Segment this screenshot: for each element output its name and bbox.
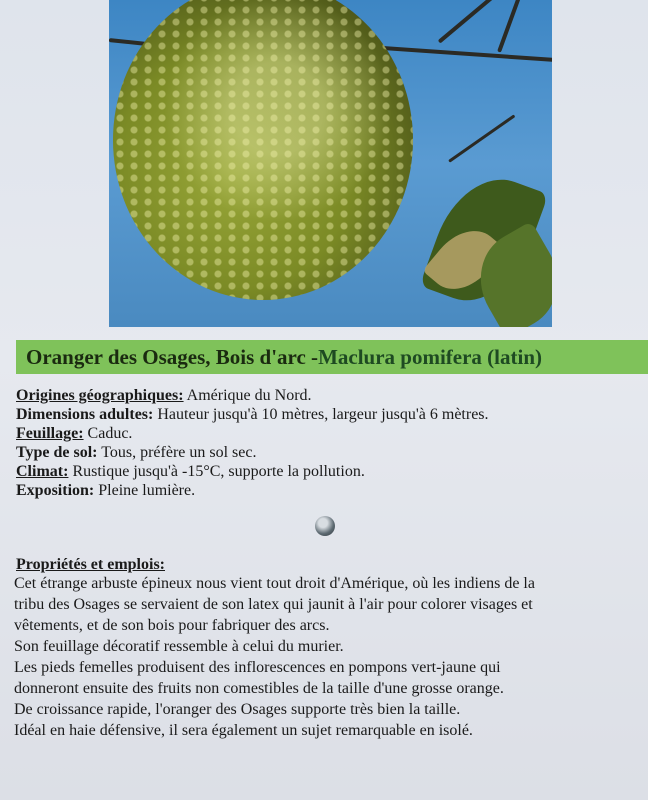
fact-value: Hauteur jusqu'à 10 mètres, largeur jusqu'à 6 mètres.	[153, 406, 489, 423]
title-band	[16, 340, 648, 374]
fact-exposure	[16, 481, 636, 500]
body-line: Les pieds femelles produisent des inflorescences en pompons vert-jaune qui	[14, 659, 501, 676]
common-name: Oranger des Osages, Bois d'arc -	[26, 344, 319, 369]
fact-label: Type de sol:	[16, 444, 98, 461]
facts-list	[16, 386, 636, 500]
section-body	[14, 573, 644, 741]
fact-label: Climat:	[16, 463, 69, 480]
fact-value: Pleine lumière.	[94, 482, 196, 499]
fact-climate	[16, 462, 636, 481]
fact-label: Feuillage:	[16, 425, 84, 442]
fact-origin	[16, 386, 636, 405]
fact-label: Exposition:	[16, 482, 95, 499]
fact-label: Dimensions adultes:	[16, 406, 154, 423]
fact-value: Amérique du Nord.	[183, 387, 312, 404]
body-line: De croissance rapide, l'oranger des Osages supporte très bien la taille.	[14, 701, 461, 718]
branch	[497, 0, 521, 53]
branch	[369, 45, 552, 62]
fruit-texture	[113, 0, 413, 300]
fact-label: Origines géographiques:	[16, 387, 184, 404]
osage-orange-fruit	[113, 0, 413, 300]
fact-soil	[16, 443, 636, 462]
fact-dimensions	[16, 405, 636, 424]
body-line: donneront ensuite des fruits non comestibles de la taille d'une grosse orange.	[14, 680, 504, 697]
fact-value: Caduc.	[83, 425, 133, 442]
body-line: Cet étrange arbuste épineux nous vient tout droit d'Amérique, où les indiens de la	[14, 575, 535, 592]
body-line: vêtements, et de son bois pour fabriquer des arcs.	[14, 617, 330, 634]
thumbtack-icon	[315, 516, 335, 536]
section-title: Propriétés et emplois:	[16, 556, 165, 573]
body-line: tribu des Osages se servaient de son latex qui jaunit à l'air pour colorer visages et	[14, 596, 533, 613]
fruit-photo	[109, 0, 552, 327]
fact-foliage	[16, 424, 636, 443]
fact-value: Tous, préfère un sol sec.	[97, 444, 257, 461]
body-line: Son feuillage décoratif ressemble à celui du murier.	[14, 638, 344, 655]
branch	[448, 114, 515, 162]
latin-name: Maclura pomifera (latin)	[318, 344, 543, 369]
fact-value: Rustique jusqu'à -15°C, supporte la pollution.	[68, 463, 365, 480]
body-line: Idéal en haie défensive, il sera également un sujet remarquable en isolé.	[14, 722, 473, 739]
